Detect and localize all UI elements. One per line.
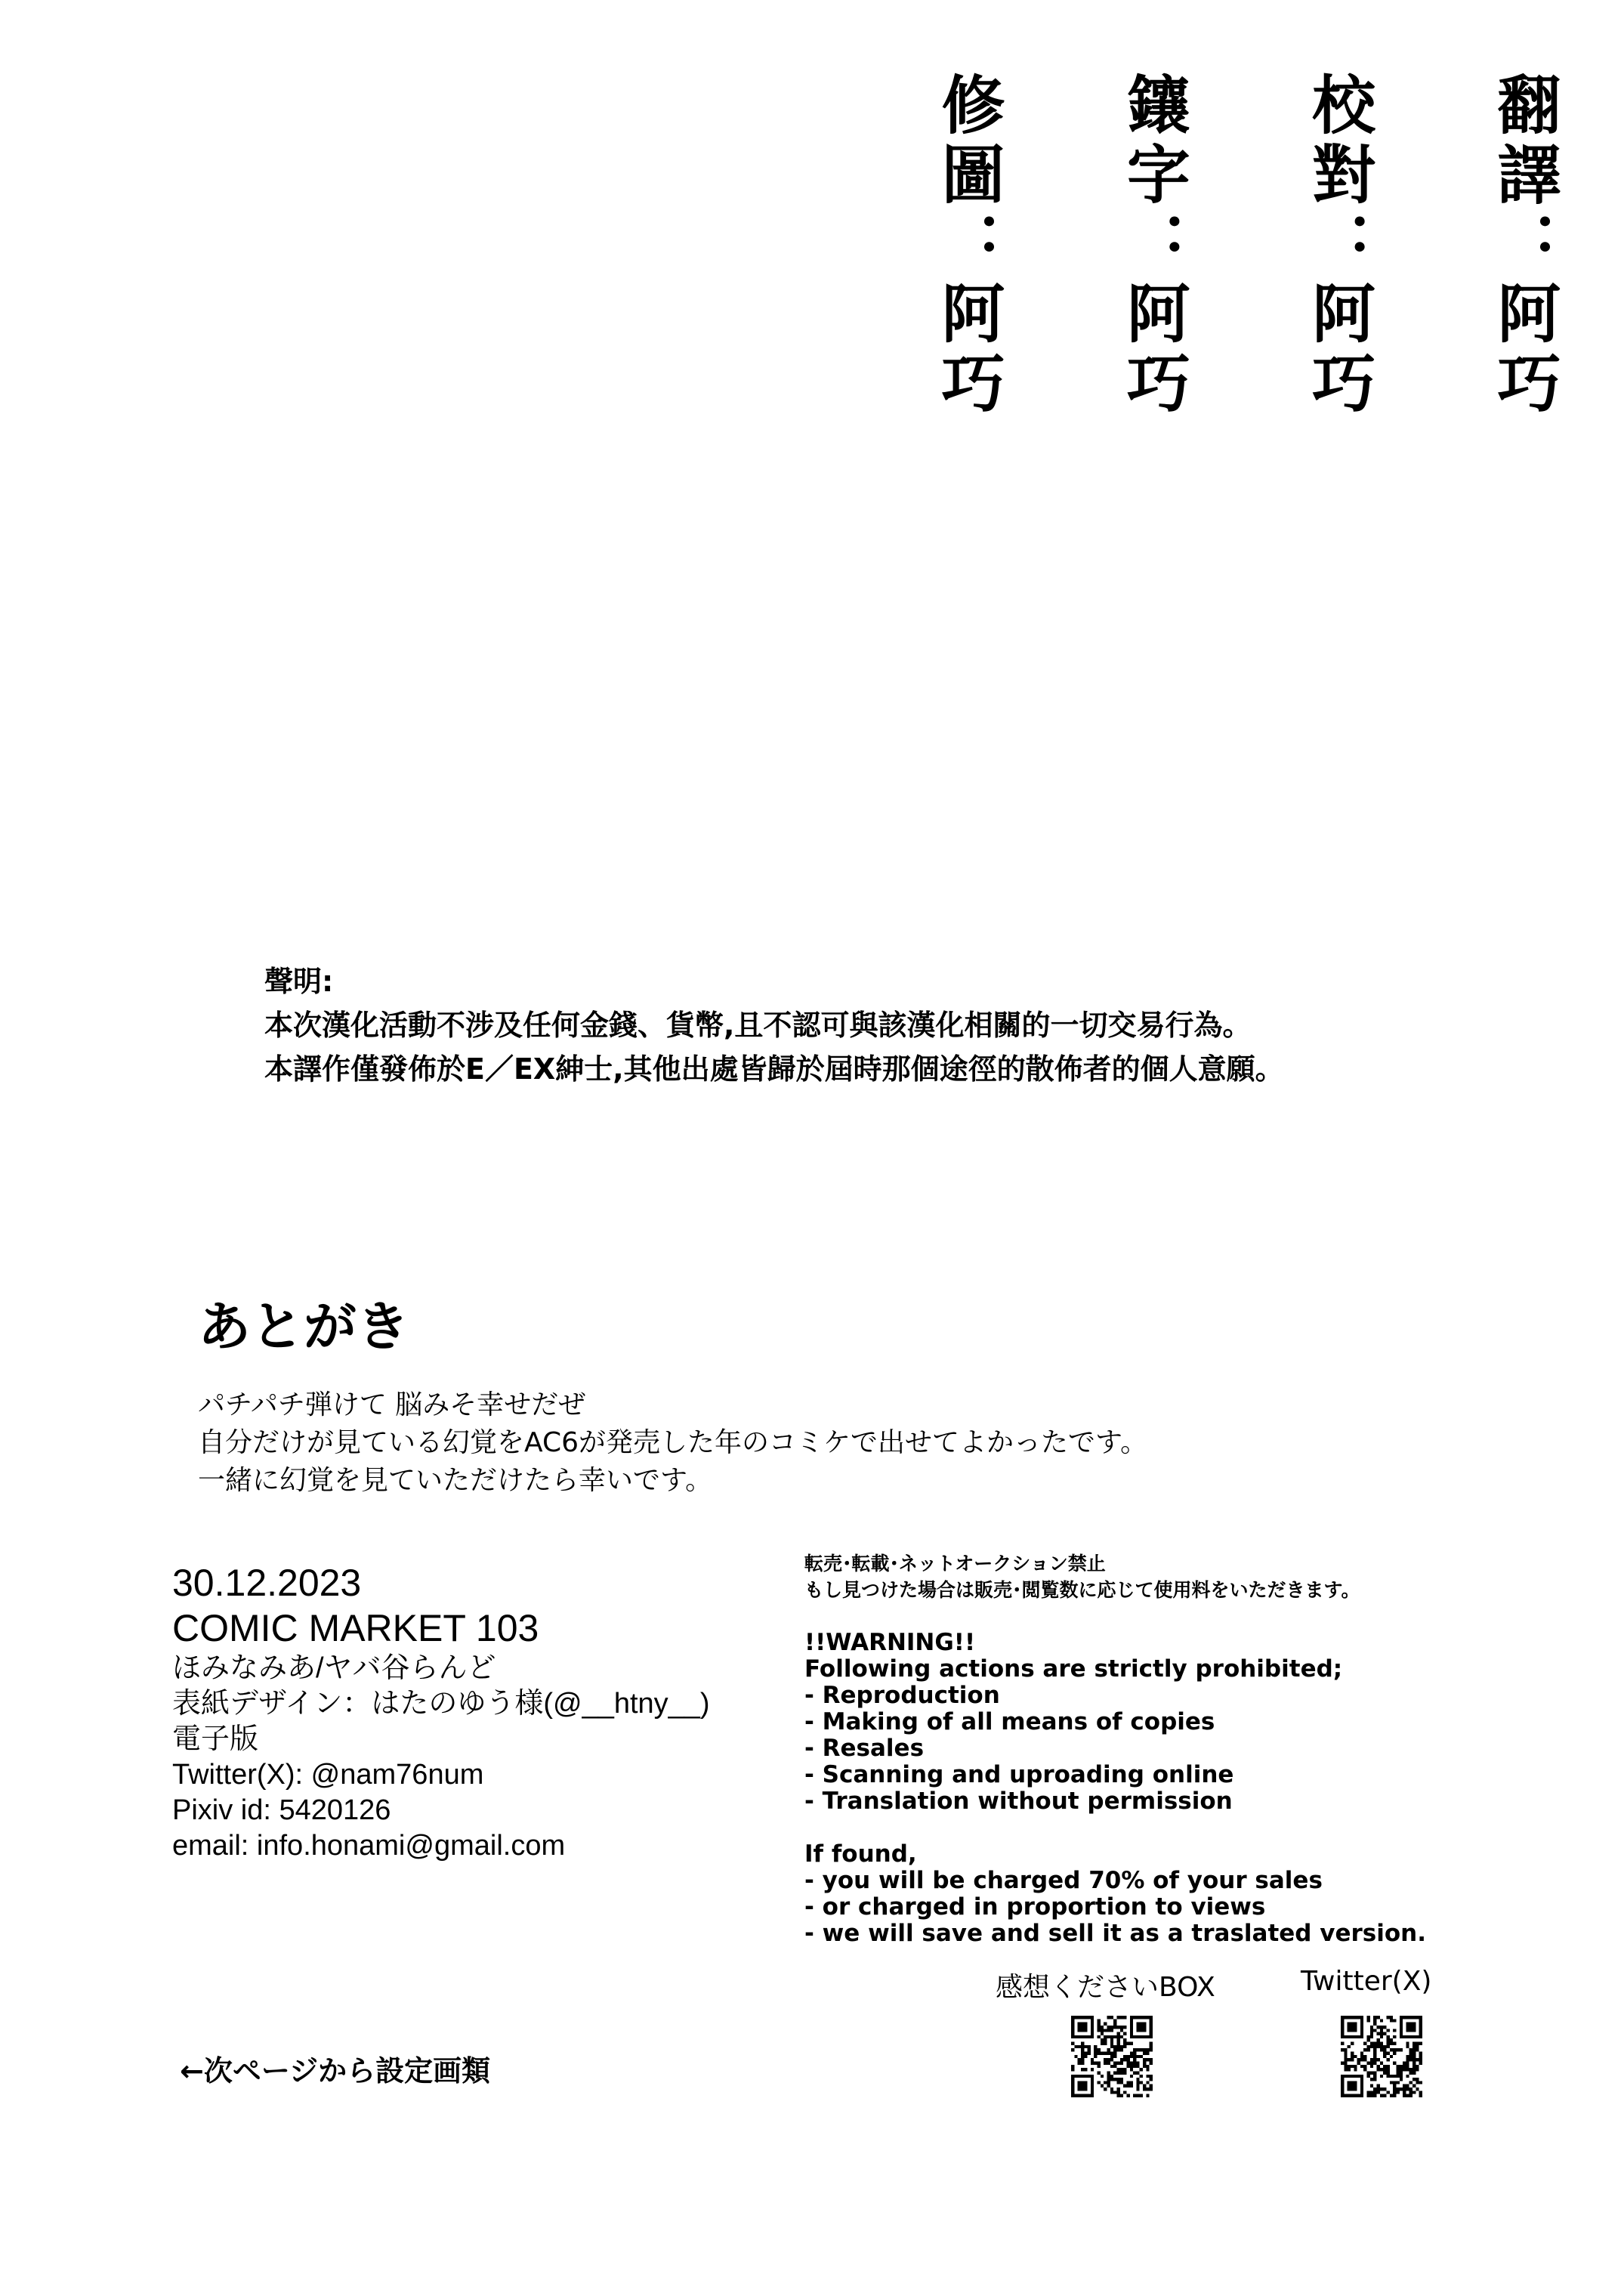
warning-jp-line: もし見つけた場合は販売･閲覧数に応じて使用料をいただきます。 [804,1579,1360,1601]
warning-item: - Scanning and uproading online [804,1761,1234,1788]
credit-image-editing: 修圖：阿巧 [931,72,1005,419]
afterword-line: パチパチ弾けて 脳みそ幸せだぜ [198,1389,586,1420]
afterword-line: 一緒に幻覚を見ていただけたら幸いです。 [198,1465,713,1496]
credit-translation: 翻譯：阿巧 [1487,72,1561,419]
found-title: If found, [804,1840,917,1868]
colophon [172,1560,710,1864]
twitter-handle: Twitter(X): @nam76num [172,1759,484,1791]
qr-label-feedback-box: 感想くださいBOX [996,1972,1215,2003]
pixiv-id: Pixiv id: 5420126 [172,1794,391,1826]
warning-jp-line: 転売･転載･ネットオークション禁止 [804,1553,1106,1575]
warning-intro: Following actions are strictly prohibited; [804,1655,1343,1683]
warning-item: - Translation without permission [804,1788,1233,1815]
disclaimer-line: 本次漢化活動不涉及任何金錢、貨幣,且不認可與該漢化相關的一切交易行為。 [264,1009,1252,1042]
warning-block [804,1550,1426,1947]
disclaimer-line: 本譯作僅發佈於E／EX紳士,其他出處皆歸於屆時那個途徑的散佈者的個人意願。 [264,1052,1284,1086]
email-address: email: info.honami@gmail.com [172,1830,566,1862]
publication-date: 30.12.2023 [172,1562,362,1604]
warning-title: !!WARNING!! [804,1629,976,1656]
found-item: - you will be charged 70% of your sales [804,1867,1323,1894]
warning-item: - Resales [804,1735,925,1762]
found-item: - or charged in proportion to views [804,1893,1266,1921]
found-item: - we will save and sell it as a traslated version. [804,1920,1427,1947]
qr-label-twitter: Twitter(X) [1301,1966,1432,1997]
warning-item: - Making of all means of copies [804,1708,1215,1735]
afterword-title: あとがき [198,1296,409,1358]
qr-code-twitter[interactable] [1341,2016,1422,2097]
credit-typesetting: 鑲字：阿巧 [1116,72,1191,419]
cover-design-credit: 表紙デザイン：はたのゆう様(@__htny__) [172,1688,710,1720]
credits [931,72,1561,434]
credit-proofreading: 校對：阿巧 [1301,72,1376,419]
afterword-body [198,1386,1147,1500]
next-page-note: ←次ページから設定画類 [180,2054,491,2087]
warning-item: - Reproduction [804,1682,1000,1709]
disclaimer-title: 聲明: [264,965,334,998]
qr-code-feedback-box[interactable] [1071,2016,1153,2097]
edition-label: 電子版 [172,1723,259,1755]
event-name: COMIC MARKET 103 [172,1607,539,1649]
circle-name: ほみなみあ/ヤバ谷らんど [172,1652,496,1684]
disclaimer [264,960,1284,1091]
afterword-line: 自分だけが見ている幻覚をAC6が発売した年のコミケで出せてよかったです。 [198,1427,1148,1458]
